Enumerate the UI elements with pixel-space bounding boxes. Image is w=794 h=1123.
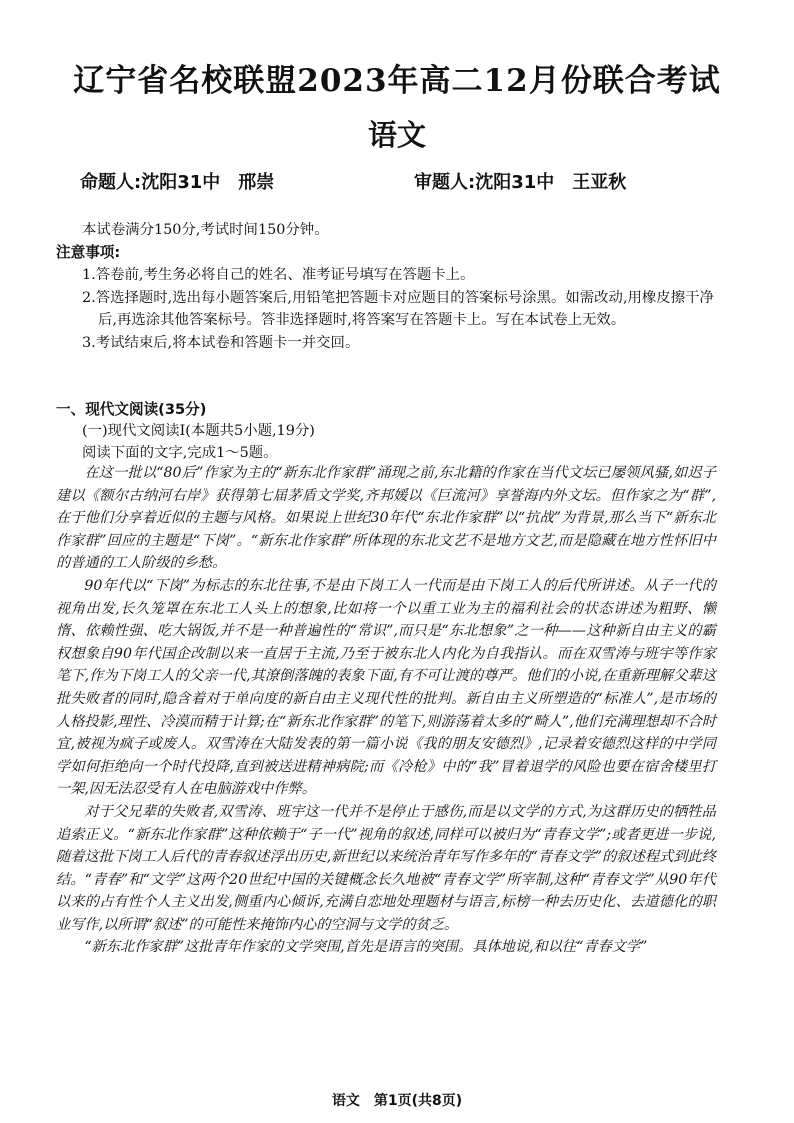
notice-item: 2.答选择题时,选出每小题答案后,用铅笔把答题卡对应题目的答案标号涂黑。如需改动,用橡皮擦干净后,再选涂其他答案标号。答非选择题时,将答案写在答题卡上。写在本试卷上无效。 [82, 289, 714, 328]
notice-list [82, 264, 732, 354]
exam-title: 辽宁省名校联盟2023年高二12月份联合考试 [73, 63, 721, 99]
passage-paragraph: “新东北作家群”这批青年作家的文学突围,首先是语言的突围。具体地说,和以往“青春文学” [84, 939, 648, 956]
passage-paragraph: 在这一批以“80后”作家为主的“新东北作家群”涌现之前,东北籍的作家在当代文坛已屡领风骚,如迟子建以《额尔古纳河右岸》获得第七届茅盾文学奖,齐邦媛以《巨流河》享誉海内外文坛。但作家之为“群”,在于他们分享着近似的主题与风格。如果说上世纪30年代“东北作家群”以“抗战”为背景,那么当下“新东北作家群”回应的主题是“下岗”。“新东北作家群”所体现的东北文艺不是地方文艺,而是隐藏在地方性怀旧中的普通的工人阶级的乡愁。 [56, 465, 716, 572]
subsection-heading: (一)现代文阅读Ⅰ(本题共5小题,19分) [82, 423, 315, 439]
exam-intro: 本试卷满分150分,考试时间150分钟。 [82, 222, 329, 238]
notice-item: 1.答卷前,考生务必将自己的姓名、准考证号填写在答题卡上。 [82, 267, 475, 283]
subject-title: 语文 [367, 118, 426, 152]
question-setter: 命题人:沈阳31中 邢崇 [80, 172, 275, 193]
passage-paragraph: 对于父兄辈的失败者,双雪涛、班宇这一代并不是停止于感伤,而是以文学的方式,为这群历史的牺牲品追索正义。“新东北作家群”这种依赖于“子一代”视角的叙述,同样可以被归为“青春文学”;或者更进一步说,随着这批下岗工人后代的青春叙述浮出历史,新世纪以来统治青年写作多年的“青春文学”的叙述程式到此终结。“青春”和“文学”这两个20世纪中国的关键概念长久地被“青春文学”所宰制,这种“青春文学”从90年代以来的占有性个人主义出发,侧重内心倾诉,充满自恋地处理题材与语言,标榜一种去历史化、去道德化的职业写作,以所谓“叙述”的可能性来掩饰内心的空洞与文学的贫乏。 [56, 803, 716, 933]
question-reviewer: 审题人:沈阳31中 王亚秋 [414, 172, 627, 193]
passage-paragraph: 90年代以“下岗”为标志的东北往事,不是由下岗工人一代而是由下岗工人的后代所讲述。从子一代的视角出发,长久笼罩在东北工人头上的想象,比如将一个以重工业为主的福利社会的状态讲述为粗野、懒惰、依赖性强、吃大锅饭,并不是一种普遍性的“常识”,而只是“东北想象”之一种——这种新自由主义的霸权想象自90年代国企改制以来一直居于主流,乃至于被东北人内化为自我指认。而在双雪涛与班宇等作家笔下,作为下岗工人的父亲一代,其潦倒落魄的表象下面,有不可让渡的尊严。他们的小说,在重新理解父辈这批失败者的同时,隐含着对于单向度的新自由主义现代性的批判。新自由主义所塑造的“标准人”,是市场的人格投影,理性、冷漠而精于计算;在“新东北作家群”的笔下,则游荡着太多的“畸人”,他们充满理想却不合时宜,被视为疯子或废人。双雪涛在大陆发表的第一篇小说《我的朋友安德烈》,记录着安德烈这样的中学同学如何拒绝向一个时代投降,直到被送进精神病院;而《冷枪》中的“我”冒着退学的风险也要在宿舍楼里打一架,因无法忍受有人在电脑游戏中作弊。 [56, 577, 716, 798]
page-footer: 语文 第1页(共8页) [331, 1093, 463, 1109]
reading-passage [56, 462, 716, 959]
notice-item: 3.考试结束后,将本试卷和答题卡一并交回。 [82, 334, 360, 351]
reading-instruction: 阅读下面的文字,完成1～5题。 [82, 445, 278, 461]
notice-heading: 注意事项: [56, 244, 121, 261]
section-heading: 一、现代文阅读(35分) [56, 401, 207, 418]
